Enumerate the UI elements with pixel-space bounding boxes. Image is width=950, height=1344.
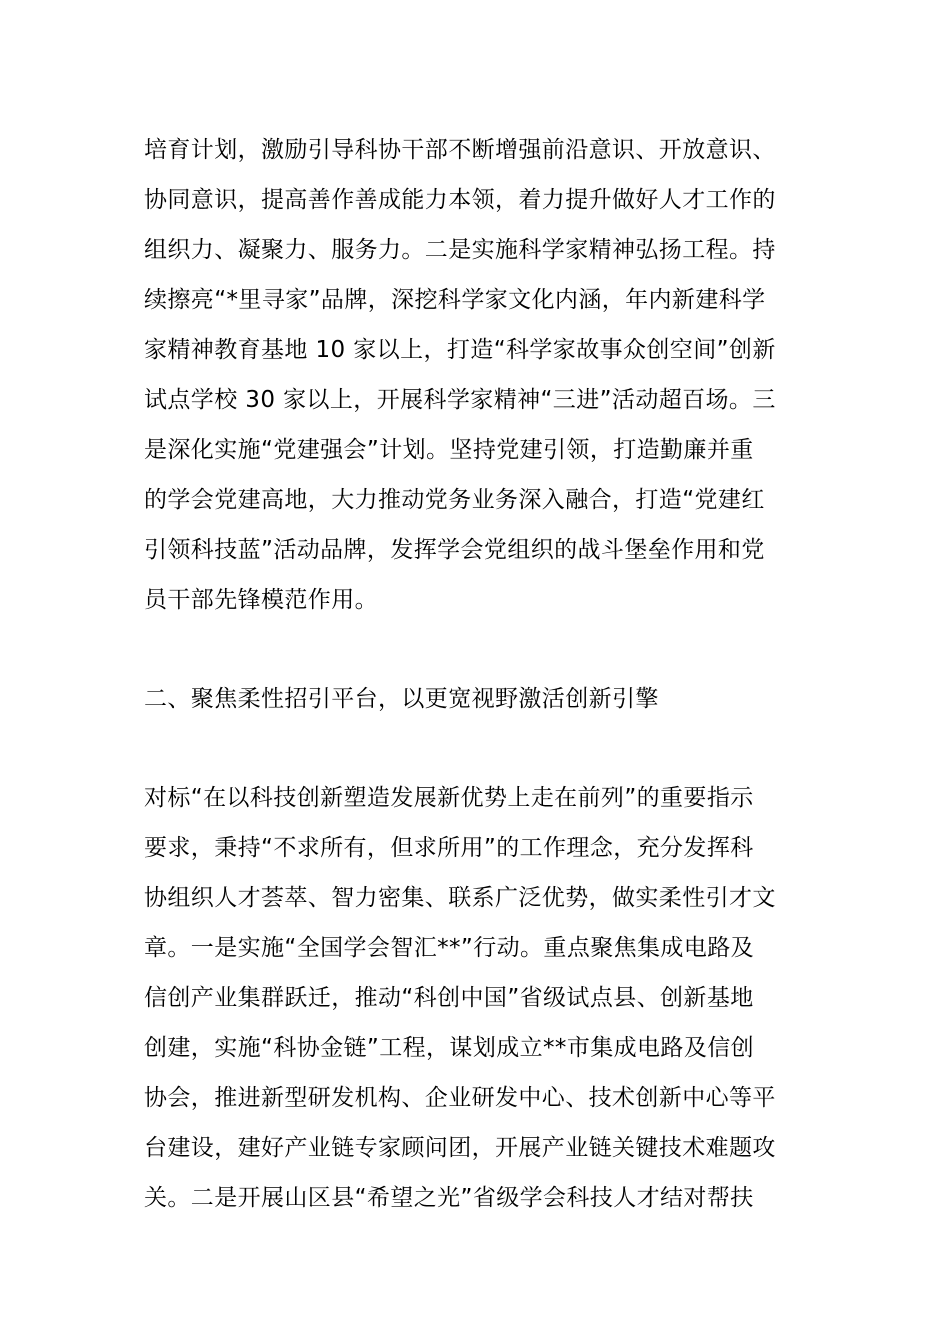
text-line: 试点学校 30 家以上，开展科学家精神“三进”活动超百场。三	[144, 387, 776, 413]
text-line: 的学会党建高地，大力推动党务业务深入融合，打造“党建红	[144, 487, 765, 513]
text-line: 续擦亮“*里寻家”品牌，深挖科学家文化内涵，年内新建科学	[144, 287, 766, 313]
text-line: 要求，秉持“不求所有，但求所用”的工作理念，充分发挥科	[144, 835, 754, 861]
text-line: 协会，推进新型研发机构、企业研发中心、技术创新中心等平	[144, 1085, 776, 1111]
text-line: 协同意识，提高善作善成能力本领，着力提升做好人才工作的	[144, 187, 776, 213]
text-line: 对标“在以科技创新塑造发展新优势上走在前列”的重要指示	[144, 785, 754, 811]
text-line: 关。二是开展山区县“希望之光”省级学会科技人才结对帮扶	[144, 1185, 754, 1211]
text-line: 组织力、凝聚力、服务力。二是实施科学家精神弘扬工程。持	[144, 237, 776, 263]
text-line: 协组织人才荟萃、智力密集、联系广泛优势，做实柔性引才文	[144, 885, 776, 911]
text-line: 是深化实施“党建强会”计划。坚持党建引领，打造勤廉并重	[144, 437, 754, 463]
text-line: 培育计划，激励引导科协干部不断增强前沿意识、开放意识、	[144, 137, 776, 163]
text-line: 创建，实施“科协金链”工程，谋划成立**市集成电路及信创	[144, 1035, 755, 1061]
text-line: 员干部先锋模范作用。	[144, 587, 378, 613]
text-line: 章。一是实施“全国学会智汇**”行动。重点聚焦集成电路及	[144, 935, 755, 961]
section-heading: 二、聚焦柔性招引平台，以更宽视野激活创新引擎	[144, 686, 659, 712]
text-line: 信创产业集群跃迁，推动“科创中国”省级试点县、创新基地	[144, 985, 754, 1011]
text-line: 引领科技蓝”活动品牌，发挥学会党组织的战斗堡垒作用和党	[144, 537, 765, 563]
text-line: 家精神教育基地 10 家以上，打造“科学家故事众创空间”创新	[144, 337, 776, 363]
text-line: 台建设，建好产业链专家顾问团，开展产业链关键技术难题攻	[144, 1135, 776, 1161]
